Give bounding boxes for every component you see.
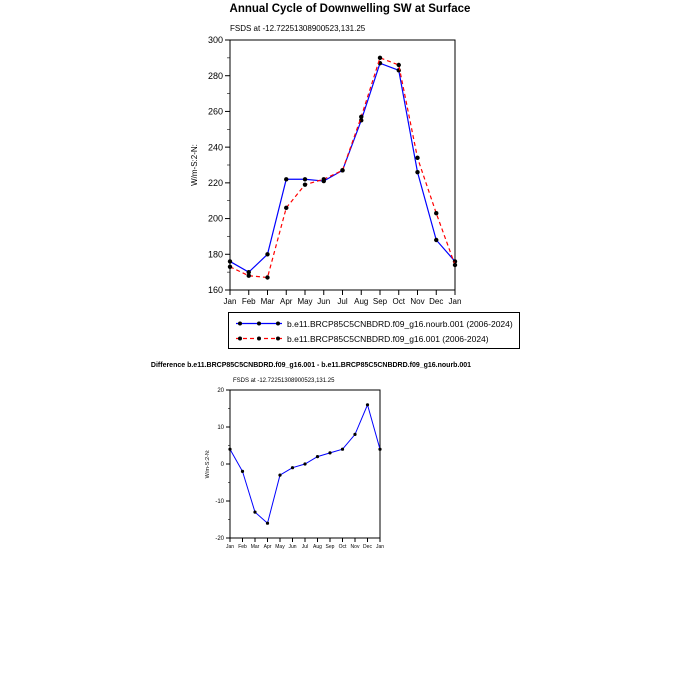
- data-point: [434, 211, 438, 215]
- data-point: [378, 56, 382, 60]
- bottom-chart-title: Difference b.e11.BRCP85C5CNBDRD.f09_g16.001 - b.e11.BRCP85C5CNBDRD.f09_g16.nourb.001: [150, 362, 472, 369]
- data-point: [415, 170, 419, 174]
- data-point: [291, 466, 294, 469]
- data-point: [341, 448, 344, 451]
- y-tick-label: 20: [217, 388, 224, 395]
- x-tick-label: Jun: [317, 297, 331, 306]
- legend-item-nourb: [235, 316, 513, 331]
- y-tick-label: 180: [207, 249, 223, 260]
- data-point: [322, 177, 326, 181]
- data-point: [353, 433, 356, 436]
- legend-line-sample-solid: [235, 318, 283, 329]
- y-axis-label: W/m-S:2-N:: [205, 449, 211, 479]
- data-point: [316, 455, 319, 458]
- data-point: [265, 252, 269, 256]
- y-tick-label: 260: [207, 106, 223, 117]
- data-point: [266, 522, 269, 525]
- data-point: [265, 275, 269, 279]
- y-tick-label: 0: [220, 462, 224, 469]
- data-point: [303, 177, 307, 181]
- series-line-0-0: [230, 63, 455, 272]
- x-tick-label: Jul: [301, 544, 309, 550]
- data-point: [278, 474, 281, 477]
- x-tick-label: Dec: [429, 297, 444, 306]
- y-axis-label: W/m-S:2-N:: [190, 144, 199, 186]
- data-point: [340, 168, 344, 172]
- x-tick-label: Jun: [288, 544, 297, 550]
- legend-marker-dot: [257, 322, 261, 326]
- legend-label-urb: b.e11.BRCP85C5CNBDRD.f09_g16.001 (2006-2024): [287, 333, 489, 344]
- x-tick-label: Dec: [363, 544, 372, 550]
- legend-item-urb: [235, 331, 513, 346]
- data-point: [397, 68, 401, 72]
- y-tick-label: -10: [215, 499, 224, 506]
- top-chart-title: Annual Cycle of Downwelling SW at Surface: [229, 3, 471, 15]
- x-tick-label: Jan: [223, 297, 237, 306]
- top-chart-subtitle: FSDS at -12.72251308900523,131.25: [230, 24, 366, 33]
- legend-line-sample-dashed: [235, 333, 283, 344]
- y-tick-label: 10: [217, 425, 224, 432]
- legend-marker-dot: [276, 337, 280, 341]
- x-tick-label: Nov: [350, 544, 360, 550]
- data-point: [228, 448, 231, 451]
- x-tick-label: Apr: [280, 297, 293, 306]
- data-point: [228, 259, 232, 263]
- data-point: [453, 263, 457, 267]
- data-point: [284, 177, 288, 181]
- x-tick-label: May: [297, 297, 313, 306]
- data-point: [415, 156, 419, 160]
- legend-marker-dot: [257, 337, 261, 341]
- x-tick-label: Nov: [410, 297, 425, 306]
- x-tick-label: May: [275, 544, 285, 550]
- y-tick-label: 160: [207, 285, 223, 296]
- x-tick-label: Aug: [313, 544, 322, 550]
- legend-label-nourb: b.e11.BRCP85C5CNBDRD.f09_g16.nourb.001 (2006-2024): [287, 318, 513, 329]
- data-point: [284, 206, 288, 210]
- x-tick-label: Mar: [260, 297, 275, 306]
- y-tick-label: 220: [207, 178, 223, 189]
- legend-marker-dot: [276, 322, 280, 326]
- data-point: [247, 274, 251, 278]
- data-point: [303, 462, 306, 465]
- plot-frame-0: [230, 40, 455, 290]
- data-point: [366, 403, 369, 406]
- x-tick-label: Jul: [337, 297, 348, 306]
- legend-marker-dot: [238, 337, 242, 341]
- x-tick-label: Oct: [392, 297, 405, 306]
- x-tick-label: Sep: [372, 297, 388, 306]
- data-point: [378, 448, 381, 451]
- data-point: [328, 451, 331, 454]
- x-tick-label: Jan: [448, 297, 462, 306]
- data-point: [397, 63, 401, 67]
- bottom-chart-subtitle: FSDS at -12.72251308900523,131.25: [233, 378, 335, 384]
- data-point: [303, 182, 307, 186]
- data-point: [228, 265, 232, 269]
- x-tick-label: Jan: [375, 544, 385, 550]
- data-point: [359, 115, 363, 119]
- legend-marker-dot: [238, 322, 242, 326]
- x-tick-label: Apr: [263, 544, 272, 550]
- y-tick-label: 280: [207, 70, 223, 81]
- data-point: [241, 470, 244, 473]
- legend-box: [228, 312, 520, 349]
- x-tick-label: Sep: [325, 544, 335, 550]
- y-tick-label: -20: [215, 536, 224, 543]
- x-tick-label: Feb: [238, 544, 247, 550]
- y-tick-label: 240: [207, 142, 223, 153]
- x-tick-label: Oct: [338, 544, 347, 550]
- x-tick-label: Jan: [225, 544, 235, 550]
- x-tick-label: Mar: [250, 544, 260, 550]
- y-tick-label: 200: [207, 213, 223, 224]
- series-line-0-1: [230, 58, 455, 278]
- x-tick-label: Feb: [241, 297, 256, 306]
- y-tick-label: 300: [207, 35, 223, 46]
- data-point: [434, 238, 438, 242]
- data-point: [253, 510, 256, 513]
- x-tick-label: Aug: [354, 297, 369, 306]
